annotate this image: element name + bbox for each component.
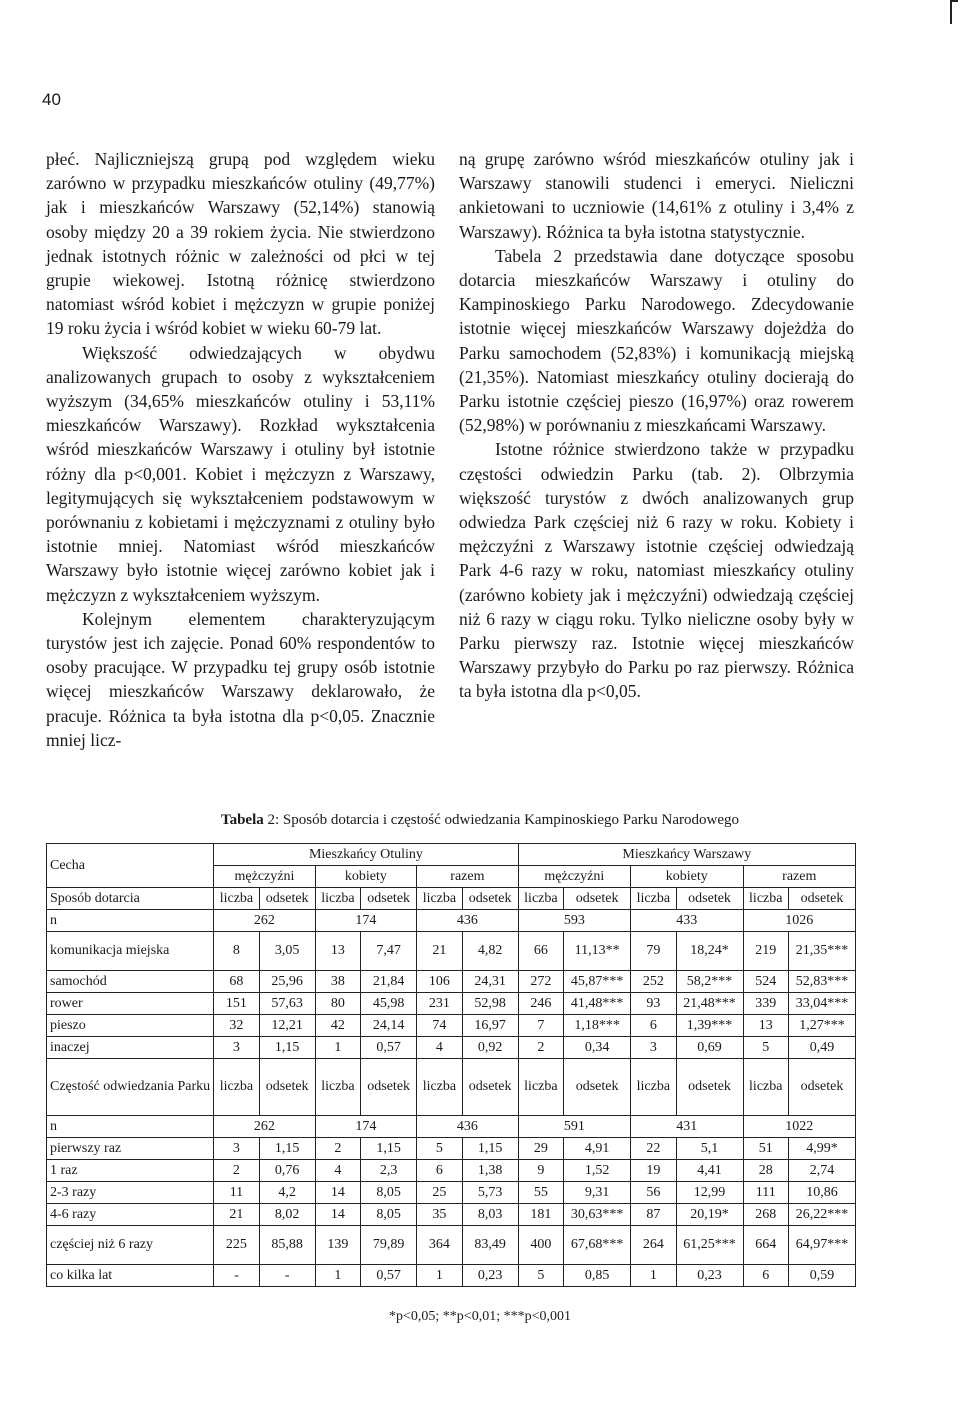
table-cell: 79 — [631, 932, 676, 971]
table-cell: 13 — [743, 1015, 788, 1037]
n-value: 433 — [631, 910, 743, 932]
header-cecha: Cecha — [47, 844, 214, 888]
table-cell: 93 — [631, 993, 676, 1015]
paragraph: Tabela 2 przedstawia dane dotyczące sposobu dotarcia mieszkańców Warszawy i otuliny do Kampinoskiego Parku Narodowego. Zdecydowanie istotnie więcej mieszkańców Warszawy dojeżdża do Parku samochodem (52,83%) i komunikacją miejską (21,35%). Natomiast mieszkańcy otuliny docierają do Parku istotnie częściej pieszo (16,97%) oraz rowerem (52,98%) w porównaniu z mieszkańcami Warszawy. — [459, 245, 854, 436]
table-cell: 0,23 — [676, 1265, 743, 1287]
header-liczba: liczba — [631, 888, 676, 910]
header-group-otuliny: Mieszkańcy Otuliny — [214, 844, 518, 866]
n-value: 262 — [214, 910, 315, 932]
table-cell: 42 — [315, 1015, 360, 1037]
table-cell: 8,03 — [462, 1204, 518, 1226]
table-cell: 264 — [631, 1226, 676, 1265]
section-label: Częstość odwiedzania Parku — [47, 1059, 214, 1116]
table-cell: 57,63 — [259, 993, 315, 1015]
table-row — [47, 1037, 856, 1059]
section-label: Sposób dotarcia — [47, 888, 214, 910]
header-odsetek: odsetek — [789, 888, 856, 910]
n-value: 591 — [518, 1116, 630, 1138]
table-cell: 400 — [518, 1226, 563, 1265]
table-cell: 7,47 — [361, 932, 417, 971]
table-cell: 83,49 — [462, 1226, 518, 1265]
n-value: 174 — [315, 1116, 416, 1138]
table-cell: 0,57 — [361, 1037, 417, 1059]
table-cell: 1 — [631, 1265, 676, 1287]
table-cell: 74 — [417, 1015, 462, 1037]
table-cell: 14 — [315, 1182, 360, 1204]
table-cell: 55 — [518, 1182, 563, 1204]
header-liczba: liczba — [315, 888, 360, 910]
left-text-column — [46, 147, 435, 752]
header-subgroup: kobiety — [315, 866, 416, 888]
table-cell: 3,05 — [259, 932, 315, 971]
table-cell: 4,2 — [259, 1182, 315, 1204]
table-row — [47, 1160, 856, 1182]
table-cell: 5 — [743, 1037, 788, 1059]
table-cell: 139 — [315, 1226, 360, 1265]
table-cell: 61,25*** — [676, 1226, 743, 1265]
table-cell: 5,73 — [462, 1182, 518, 1204]
table-cell: 12,21 — [259, 1015, 315, 1037]
table-cell: 272 — [518, 971, 563, 993]
table-cell: 252 — [631, 971, 676, 993]
table-cell: 2,3 — [361, 1160, 417, 1182]
n-value: 436 — [417, 910, 518, 932]
table-cell: 66 — [518, 932, 563, 971]
row-label: n — [47, 1116, 214, 1138]
table-cell: 79,89 — [361, 1226, 417, 1265]
row-label: n — [47, 910, 214, 932]
n-value: 593 — [518, 910, 630, 932]
table-cell: 111 — [743, 1182, 788, 1204]
table-cell: 181 — [518, 1204, 563, 1226]
table-footnote: *p<0,05; **p<0,01; ***p<0,001 — [389, 1309, 571, 1324]
table-cell: 225 — [214, 1226, 259, 1265]
table-cell: 3 — [214, 1138, 259, 1160]
table-cell: 0,49 — [789, 1037, 856, 1059]
table-cell: 6 — [417, 1160, 462, 1182]
header-odsetek: odsetek — [462, 888, 518, 910]
table-cell: 25 — [417, 1182, 462, 1204]
table-cell: 14 — [315, 1204, 360, 1226]
page-number: 40 — [42, 90, 61, 109]
header-liczba: liczba — [417, 888, 462, 910]
table-cell: 21,48*** — [676, 993, 743, 1015]
table-cell: 268 — [743, 1204, 788, 1226]
table-cell: 7 — [518, 1015, 563, 1037]
paragraph: Kolejnym elementem charakteryzującym turystów jest ich zajęcie. Ponad 60% respondentów to osoby pracujące. W przypadku tej grupy osób istotnie więcej mieszkańców Warszawy deklarowało, że pracuje. Różnica ta była istotna dla p<0,05. Znacznie mniej licz- — [46, 608, 435, 750]
header-liczba: liczba — [214, 1059, 259, 1116]
table-caption-label: Tabela — [220, 812, 264, 828]
table-cell: 4,82 — [462, 932, 518, 971]
table-cell: 52,83*** — [789, 971, 856, 993]
table-cell: 22 — [631, 1138, 676, 1160]
table-cell: 106 — [417, 971, 462, 993]
n-value: 431 — [631, 1116, 743, 1138]
table-row — [47, 971, 856, 993]
table-cell: 24,14 — [361, 1015, 417, 1037]
table-cell: 2 — [315, 1138, 360, 1160]
table-cell: 58,2*** — [676, 971, 743, 993]
n-value: 174 — [315, 910, 416, 932]
table-cell: 12,99 — [676, 1182, 743, 1204]
table-n-row — [47, 910, 856, 932]
header-odsetek: odsetek — [676, 888, 743, 910]
table-cell: 524 — [743, 971, 788, 993]
table-row — [47, 1204, 856, 1226]
header-liczba: liczba — [743, 888, 788, 910]
table-cell: 41,48*** — [564, 993, 631, 1015]
n-value: 1026 — [743, 910, 855, 932]
table-cell: 1,52 — [564, 1160, 631, 1182]
table-cell: 1 — [417, 1265, 462, 1287]
table-cell: 0,85 — [564, 1265, 631, 1287]
table-cell: 1,15 — [462, 1138, 518, 1160]
table-cell: 52,98 — [462, 993, 518, 1015]
table-cell: 1,15 — [361, 1138, 417, 1160]
table-cell: 80 — [315, 993, 360, 1015]
table-row — [47, 1015, 856, 1037]
header-odsetek: odsetek — [564, 888, 631, 910]
table-cell: 4 — [315, 1160, 360, 1182]
table-cell: 25,96 — [259, 971, 315, 993]
table-n-row — [47, 1116, 856, 1138]
table-cell: 11,13** — [564, 932, 631, 971]
table-cell: 246 — [518, 993, 563, 1015]
table-cell: 219 — [743, 932, 788, 971]
table-cell: 9 — [518, 1160, 563, 1182]
table-row — [47, 1182, 856, 1204]
table-cell: 0,57 — [361, 1265, 417, 1287]
table-cell: 33,04*** — [789, 993, 856, 1015]
table-cell: 0,92 — [462, 1037, 518, 1059]
table-cell: 1,15 — [259, 1138, 315, 1160]
table-caption — [0, 812, 960, 829]
table-cell: 56 — [631, 1182, 676, 1204]
table-cell: 67,68*** — [564, 1226, 631, 1265]
table-cell: 1 — [315, 1037, 360, 1059]
table-cell: 664 — [743, 1226, 788, 1265]
table-cell: 11 — [214, 1182, 259, 1204]
table-cell: 38 — [315, 971, 360, 993]
table-cell: 0,59 — [789, 1265, 856, 1287]
table-cell: 87 — [631, 1204, 676, 1226]
table-cell: - — [214, 1265, 259, 1287]
header-liczba: liczba — [214, 888, 259, 910]
table-cell: 364 — [417, 1226, 462, 1265]
right-text-column — [459, 147, 854, 704]
row-label: komunikacja miejska — [47, 932, 214, 971]
row-label: pierwszy raz — [47, 1138, 214, 1160]
header-liczba: liczba — [743, 1059, 788, 1116]
header-odsetek: odsetek — [462, 1059, 518, 1116]
table-cell: 1,18*** — [564, 1015, 631, 1037]
table-cell: 1 — [315, 1265, 360, 1287]
row-label: 1 raz — [47, 1160, 214, 1182]
table-cell: 10,86 — [789, 1182, 856, 1204]
row-label: samochód — [47, 971, 214, 993]
page-edge-mark — [950, 0, 958, 24]
table-cell: 29 — [518, 1138, 563, 1160]
header-odsetek: odsetek — [676, 1059, 743, 1116]
table-cell: 16,97 — [462, 1015, 518, 1037]
table-cell: 45,98 — [361, 993, 417, 1015]
table-cell: 85,88 — [259, 1226, 315, 1265]
table-cell: 2 — [518, 1037, 563, 1059]
table-cell: 0,76 — [259, 1160, 315, 1182]
table-cell: 3 — [631, 1037, 676, 1059]
row-label: 4-6 razy — [47, 1204, 214, 1226]
table-cell: 4,99* — [789, 1138, 856, 1160]
table-cell: 64,97*** — [789, 1226, 856, 1265]
table-cell: 19 — [631, 1160, 676, 1182]
table-section-row — [47, 888, 856, 910]
table-section-row — [47, 1059, 856, 1116]
table-cell: 0,23 — [462, 1265, 518, 1287]
row-label: częściej niż 6 razy — [47, 1226, 214, 1265]
header-liczba: liczba — [518, 1059, 563, 1116]
table-cell: 5 — [518, 1265, 563, 1287]
header-liczba: liczba — [417, 1059, 462, 1116]
table-row — [47, 1138, 856, 1160]
table-cell: 0,69 — [676, 1037, 743, 1059]
table-cell: 18,24* — [676, 932, 743, 971]
table-cell: 32 — [214, 1015, 259, 1037]
header-subgroup: kobiety — [631, 866, 743, 888]
paragraph: ną grupę zarówno wśród mieszkańców otuliny jak i Warszawy stanowili studenci i emeryci. Nieliczni ankietowani to uczniowie (14,61% z otuliny i 3,4% z Warszawy). Różnica ta była istotna statystycznie. — [459, 149, 854, 242]
table-cell: 21,84 — [361, 971, 417, 993]
n-value: 262 — [214, 1116, 315, 1138]
row-label: co kilka lat — [47, 1265, 214, 1287]
table-cell: 339 — [743, 993, 788, 1015]
table-cell: 5 — [417, 1138, 462, 1160]
header-odsetek: odsetek — [259, 888, 315, 910]
table-cell: 21 — [417, 932, 462, 971]
row-label: inaczej — [47, 1037, 214, 1059]
header-odsetek: odsetek — [361, 888, 417, 910]
table-cell: 51 — [743, 1138, 788, 1160]
header-liczba: liczba — [518, 888, 563, 910]
table-cell: 151 — [214, 993, 259, 1015]
table-cell: 4,41 — [676, 1160, 743, 1182]
table-cell: 1,38 — [462, 1160, 518, 1182]
table-cell: 68 — [214, 971, 259, 993]
table-cell: 4 — [417, 1037, 462, 1059]
header-liczba: liczba — [315, 1059, 360, 1116]
table-cell: 30,63*** — [564, 1204, 631, 1226]
header-odsetek: odsetek — [361, 1059, 417, 1116]
header-odsetek: odsetek — [564, 1059, 631, 1116]
row-label: pieszo — [47, 1015, 214, 1037]
table-cell: 2,74 — [789, 1160, 856, 1182]
table-row — [47, 1265, 856, 1287]
table-cell: 1,15 — [259, 1037, 315, 1059]
table-row — [47, 993, 856, 1015]
table-cell: 6 — [743, 1265, 788, 1287]
paragraph: płeć. Najliczniejszą grupą pod względem wieku zarówno w przypadku mieszkańców otuliny (49,77%) jak i mieszkańców Warszawy (52,14%) stanowią osoby między 20 a 39 rokiem życia. Nie stwierdzono jednak istotnych różnic w zależności od płci w tej grupie wiekowej. Istotną różnicę stwierdzono natomiast wśród kobiet i mężczyzn w grupie poniżej 19 roku życia i wśród kobiet w wieku 60-79 lat. — [46, 149, 435, 339]
table-cell: 45,87*** — [564, 971, 631, 993]
paragraph: Istotne różnice stwierdzono także w przypadku częstości odwiedzin Parku (tab. 2). Olbrzymia większość turystów z dwóch analizowanych grup odwiedza Park częściej niż 6 razy w roku. Kobiety i mężczyźni z Warszawy istotnie częściej odwiedzają Park 4-6 razy w roku, natomiast mieszkańcy otuliny (zarówno kobiety jak i mężczyźni) odwiedzają częściej niż 6 razy w ciągu roku. Tylko nieliczne osoby były w Parku pierwszy raz. Istotnie więcej mieszkańców Warszawy przybyło do Parku po raz pierwszy. Różnica ta była istotna dla p<0,05. — [459, 439, 854, 702]
table-cell: 24,31 — [462, 971, 518, 993]
table-cell: 35 — [417, 1204, 462, 1226]
header-group-warszawy: Mieszkańcy Warszawy — [518, 844, 855, 866]
table-row — [47, 1226, 856, 1265]
header-subgroup: mężczyźni — [214, 866, 315, 888]
table-cell: 5,1 — [676, 1138, 743, 1160]
header-liczba: liczba — [631, 1059, 676, 1116]
header-odsetek: odsetek — [259, 1059, 315, 1116]
table-cell: 1,27*** — [789, 1015, 856, 1037]
table-cell: 2 — [214, 1160, 259, 1182]
paragraph: Większość odwiedzających w obydwu analizowanych grupach to osoby z wykształceniem wyższym (34,65% mieszkańców otuliny i 53,11% mieszkańców Warszawy). Rozkład wykształcenia wśród mieszkańców Warszawy i otuliny był istotnie różny dla p<0,001. Kobiet i mężczyzn z Warszawy, legitymujących się wykształceniem podstawowym w porównaniu z kobietami i mężczyznami z otuliny było istotnie mniej. Natomiast wśród mieszkańców Warszawy było istotnie więcej zarówno kobiet jak i mężczyzn z wykształceniem wyższym. — [46, 342, 435, 605]
row-label: 2-3 razy — [47, 1182, 214, 1204]
table-cell: 9,31 — [564, 1182, 631, 1204]
table-cell: 8,05 — [361, 1204, 417, 1226]
table-cell: 3 — [214, 1037, 259, 1059]
table-cell: 20,19* — [676, 1204, 743, 1226]
row-label: rower — [47, 993, 214, 1015]
data-table — [46, 843, 856, 1287]
table-row — [47, 932, 856, 971]
table-caption-text: 2: Sposób dotarcia i częstość odwiedzania Kampinoskiego Parku Narodowego — [263, 812, 740, 828]
table-cell: 8,02 — [259, 1204, 315, 1226]
header-subgroup: razem — [417, 866, 518, 888]
table-cell: - — [259, 1265, 315, 1287]
table-cell: 8,05 — [361, 1182, 417, 1204]
table-cell: 8 — [214, 932, 259, 971]
header-subgroup: mężczyźni — [518, 866, 630, 888]
table-cell: 1,39*** — [676, 1015, 743, 1037]
table-header-row — [47, 844, 856, 866]
table-cell: 28 — [743, 1160, 788, 1182]
table-cell: 4,91 — [564, 1138, 631, 1160]
table-cell: 21,35*** — [789, 932, 856, 971]
n-value: 436 — [417, 1116, 518, 1138]
table-cell: 21 — [214, 1204, 259, 1226]
table-cell: 0,34 — [564, 1037, 631, 1059]
table-cell: 231 — [417, 993, 462, 1015]
header-odsetek: odsetek — [789, 1059, 856, 1116]
table-cell: 26,22*** — [789, 1204, 856, 1226]
header-subgroup: razem — [743, 866, 855, 888]
table-cell: 13 — [315, 932, 360, 971]
n-value: 1022 — [743, 1116, 855, 1138]
table-cell: 6 — [631, 1015, 676, 1037]
